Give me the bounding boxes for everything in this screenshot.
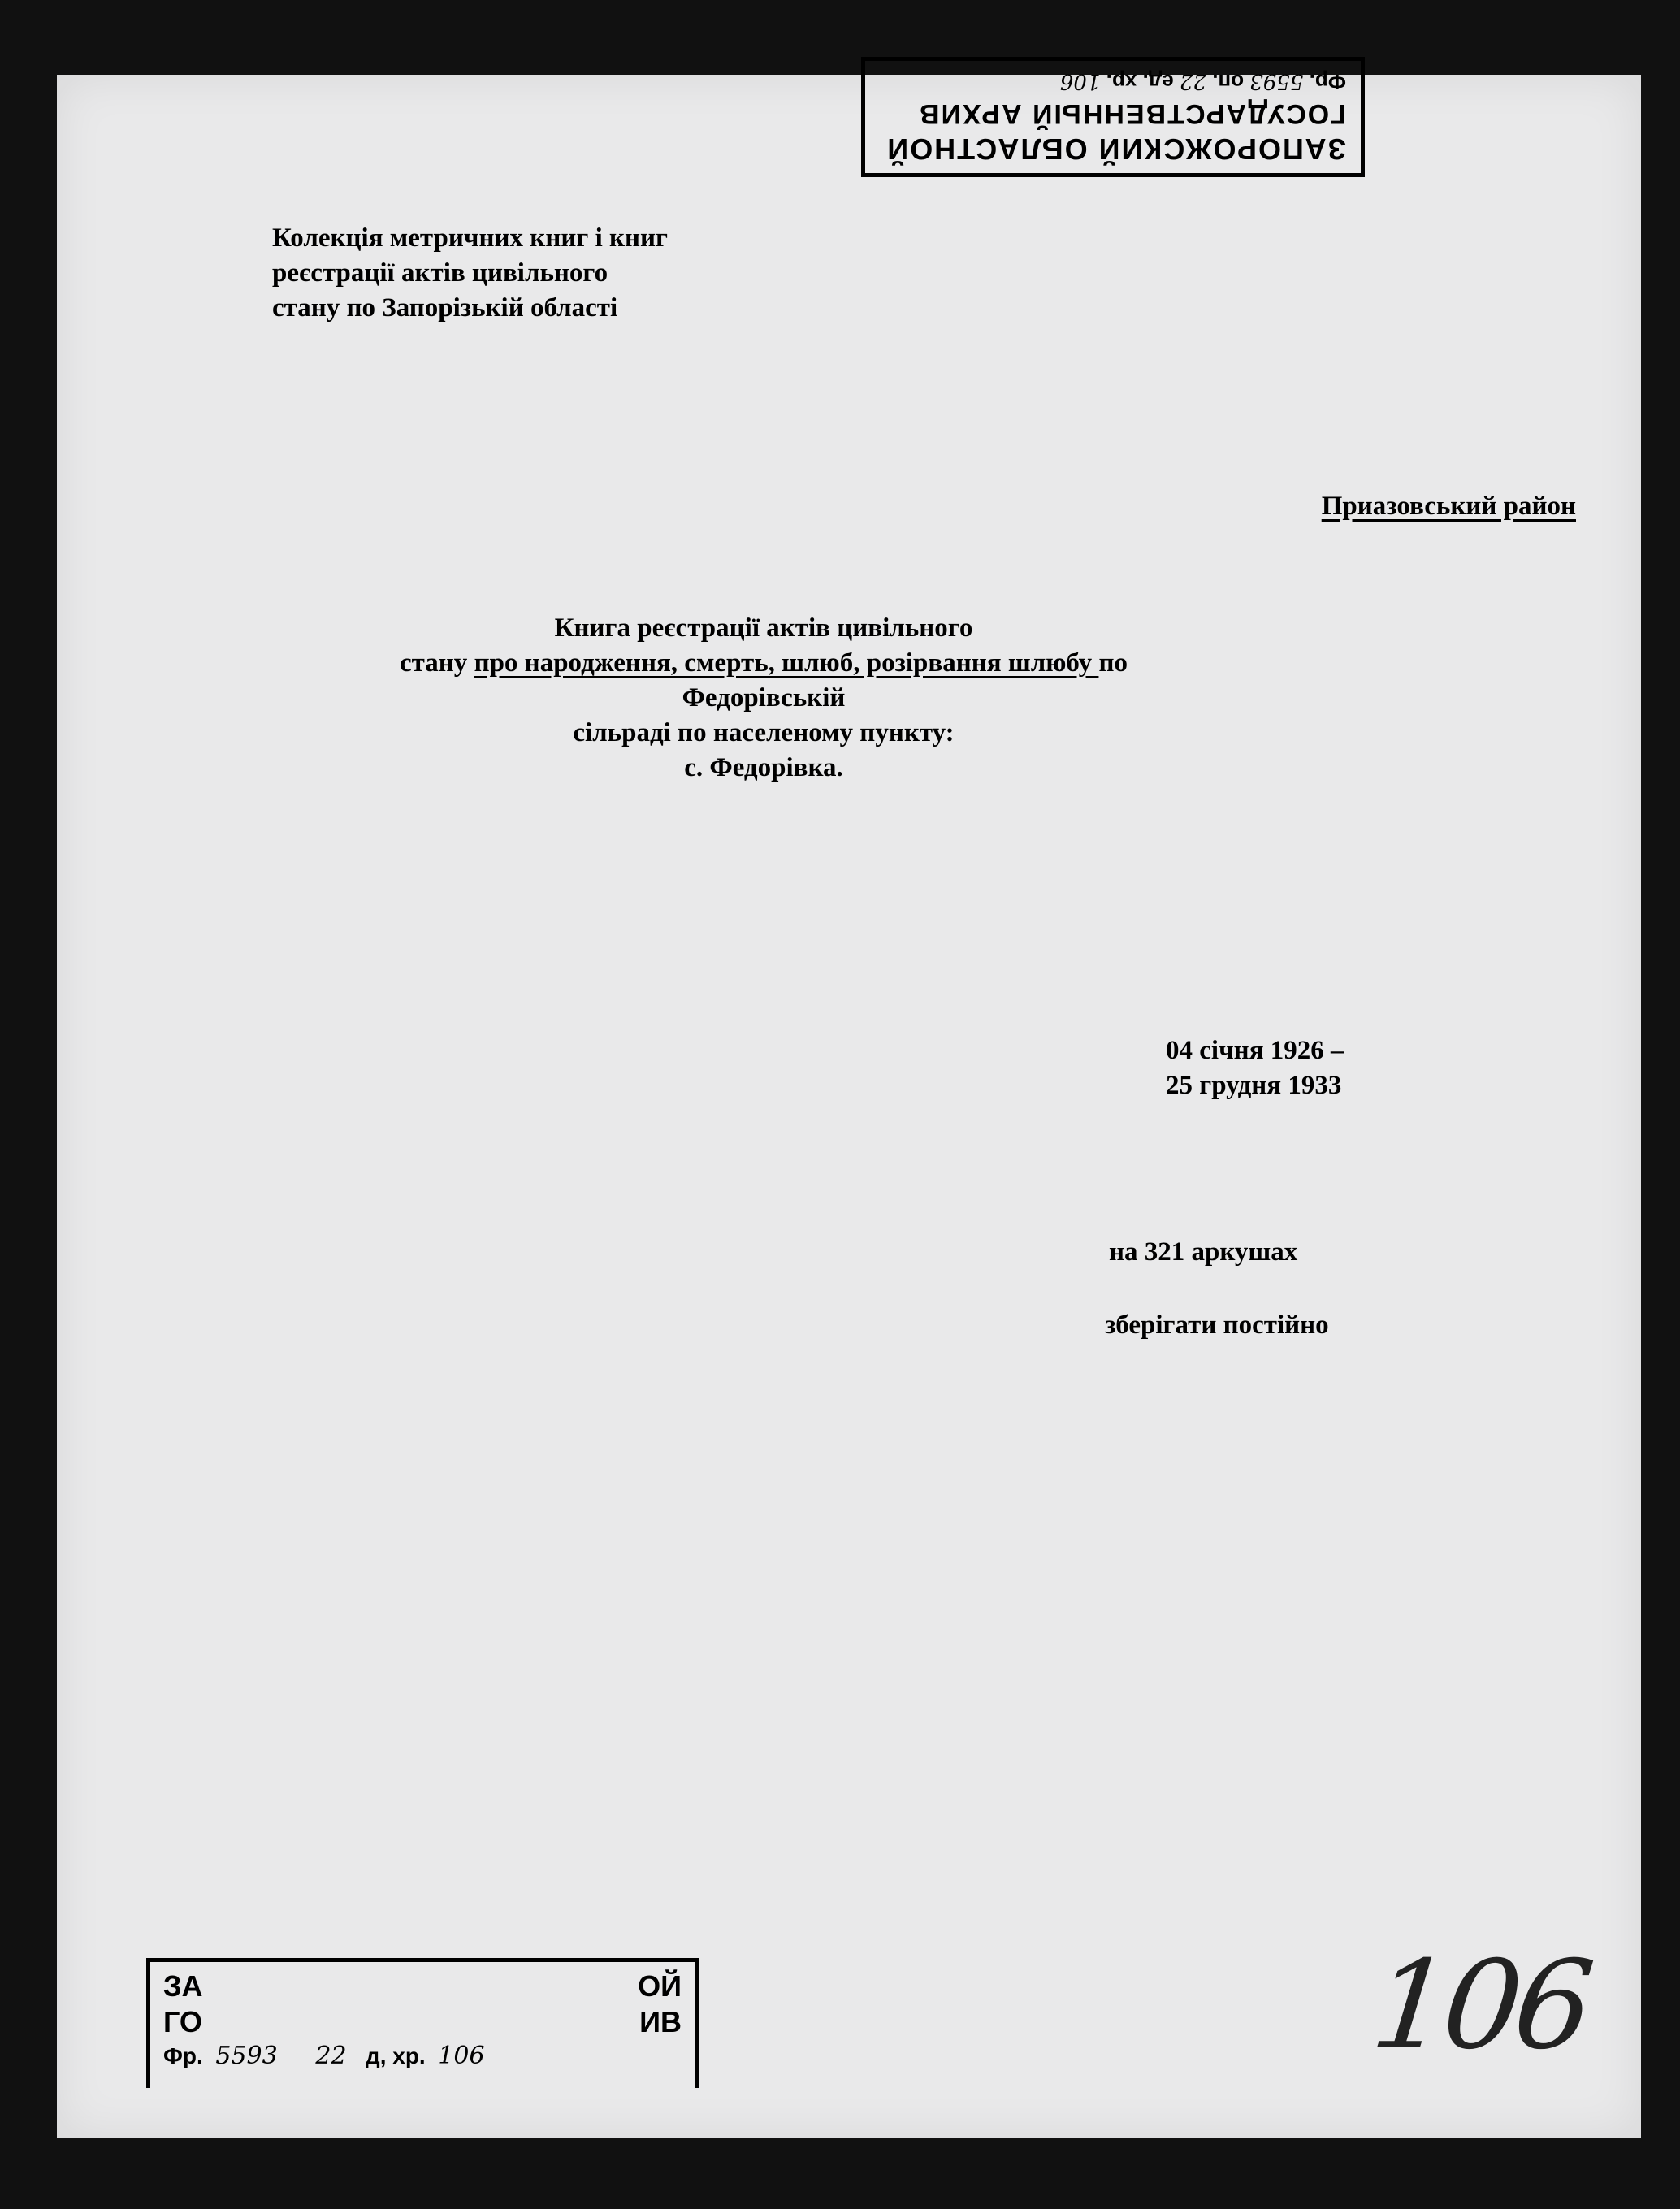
book-line: с. Федорівка. [684,753,843,782]
collection-line: Колекція метричних книг і книг [272,223,669,253]
stamp-fund-label: Фр. [163,2043,203,2068]
stamp-fund-label: Фр. [1309,70,1346,94]
stamp-line: ЗАПОРОЖСКИЙ ОБЛАСТНОЙ [885,132,1346,166]
handwritten-number: 106 [1365,1935,1594,2077]
date-end: 25 грудня 1933 [1166,1071,1342,1100]
collection-line: реєстрації актів цивільного [272,258,608,288]
retention-note: зберігати постійно [1105,1310,1329,1340]
archive-stamp-top [861,57,1365,177]
collection-line: стану по Запорізькій області [272,293,618,323]
book-line: Книга реєстрації актів цивільного [554,613,973,643]
book-line: Федорівській [682,683,846,713]
stamp-item-label: д, хр. [365,2043,426,2068]
stamp-fragment: ОЙ [638,1969,682,2003]
stamp-line [163,1969,682,2004]
stamp-item-value: 106 [438,2042,485,2070]
date-range [1166,1033,1344,1103]
stamp-opis-label: оп. [1212,70,1245,94]
book-line-pre: стану [400,648,474,678]
date-start: 04 січня 1926 – [1166,1036,1344,1065]
stamp-fragment: ЗА [163,1969,203,2003]
stamp-fund-value: 5593 [215,2042,278,2070]
stamp-line [163,2004,682,2040]
book-line-post: по [1098,648,1128,678]
stamp-line [880,67,1346,97]
archive-stamp-bottom [146,1958,699,2088]
book-line: сільраді по населеному пункту: [573,718,955,747]
stamp-fragment: ГО [163,2005,202,2038]
collection-title [272,221,668,326]
stamp-line: ГОСУДАРСТВЕННЫЙ АРХИВ [918,98,1346,129]
stamp-opis-value: 22 [1179,69,1207,93]
stamp-item-value: 106 [1059,69,1101,93]
district-title: Приазовський район [1321,492,1576,521]
book-record-types: про народження, смерть, шлюб, розірвання шлюбу [474,648,1099,678]
document-page [57,75,1641,2138]
stamp-fragment: ИВ [639,2005,682,2038]
book-title [236,611,1292,786]
sheet-count: на 321 аркушах [1109,1237,1298,1267]
stamp-opis-value: 22 [315,2042,347,2070]
stamp-item-label: ед. хр. [1106,70,1174,94]
stamp-fund-value: 5593 [1249,69,1304,93]
book-line [236,646,1292,681]
stamp-line [163,2040,682,2073]
